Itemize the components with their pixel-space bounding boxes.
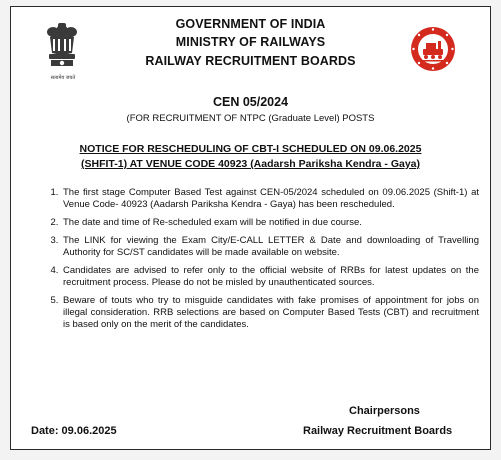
notice-point-1: 1. The first stage Computer Based Test against CEN-05/2024 scheduled on 09.06.2025 (Shift-1) at Venue Code- 40923 (Aadarsh Pariksha Kendra - Gaya) has been rescheduled. bbox=[61, 187, 479, 211]
notice-heading-line2-text: (SHFIT-1) AT VENUE CODE 40923 (Aadarsh Pariksha Kendra - Gaya) bbox=[80, 158, 421, 170]
notice-point-4: 4. Candidates are advised to refer only to the official website of RRBs for latest updates on the recruitment process. Please do not be misled by unauthenticated sources. bbox=[61, 265, 479, 289]
indian-railways-logo-icon bbox=[409, 25, 457, 73]
notice-heading-line1 bbox=[11, 143, 490, 155]
cen-title: CEN 05/2024 bbox=[212, 95, 289, 109]
header-government: GOVERNMENT OF INDIA bbox=[175, 17, 326, 31]
cen-subtitle: (FOR RECRUITMENT OF NTPC (Graduate Level) POSTS bbox=[126, 113, 375, 124]
signatory-chairpersons: Chairpersons bbox=[349, 405, 420, 417]
notice-date: Date: 09.06.2025 bbox=[31, 425, 117, 437]
notice-point-2: 2. The date and time of Re-scheduled exam will be notified in due course. bbox=[61, 217, 479, 229]
notice-points-list bbox=[41, 187, 479, 337]
emblem-caption: सत्यमेव जयते bbox=[50, 75, 76, 81]
notice-point-3: 3. The LINK for viewing the Exam City/E-CALL LETTER & Date and downloading of Travelling Authority for SC/ST candidates will be made available on website. bbox=[61, 235, 479, 259]
notice-point-5: 5. Beware of touts who try to misguide candidates with fake promises of appointment for jobs on illegal consideration. RRB selections are based on Computer Based Tests (CBT) and recruitment is based only on the merit of the candidates. bbox=[61, 295, 479, 331]
header-ministry: MINISTRY OF RAILWAYS bbox=[175, 35, 326, 49]
notice-page bbox=[10, 6, 491, 450]
notice-heading-line2 bbox=[11, 158, 490, 170]
notice-heading-line1-text: NOTICE FOR RESCHEDULING OF CBT-I SCHEDULED ON 09.06.2025 bbox=[79, 143, 422, 155]
signatory-boards: Railway Recruitment Boards bbox=[303, 425, 453, 437]
header-boards: RAILWAY RECRUITMENT BOARDS bbox=[145, 54, 356, 68]
